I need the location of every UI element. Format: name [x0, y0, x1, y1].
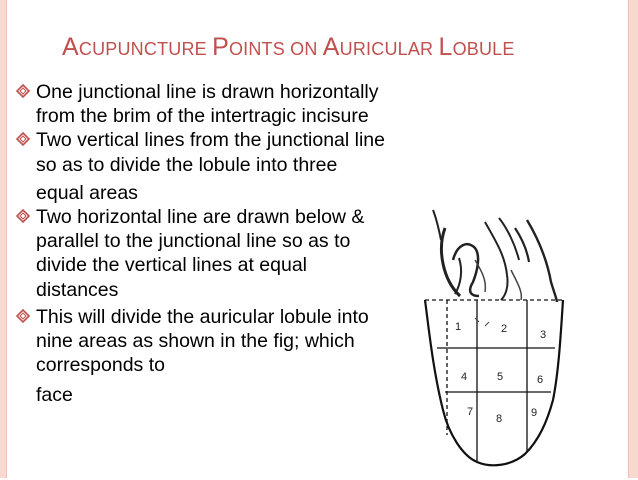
bullet-text-line: distances — [36, 278, 119, 301]
bullet-item — [16, 80, 426, 128]
title-word-acupuncture: CUPUNCTURE — [78, 39, 213, 59]
area-label-8: 8 — [496, 413, 503, 425]
bullet-list — [16, 80, 426, 408]
title-word-points-on: OINTS ON — [228, 39, 323, 59]
auricular-lobule-figure — [415, 200, 575, 475]
area-label-2: 2 — [501, 323, 508, 335]
bullet-text-line: equal areas — [36, 181, 138, 204]
hollow-diamond-bullet-icon — [16, 209, 30, 223]
title-initial-p: P — [212, 33, 229, 61]
bullet-item — [16, 305, 426, 408]
bullet-item — [16, 128, 426, 205]
bullet-text-line: divide the vertical lines at equal — [36, 254, 307, 277]
bullet-text-line: corresponds to — [36, 354, 165, 377]
area-label-1: 1 — [455, 321, 462, 333]
title-initial-a: A — [62, 33, 79, 61]
hollow-diamond-bullet-icon — [16, 132, 30, 146]
bullet-text-line: from the brim of the intertragic incisure — [36, 105, 369, 128]
area-label-7: 7 — [467, 406, 474, 418]
title-initial-a2: A — [322, 33, 340, 61]
right-border-line — [628, 0, 629, 478]
bullet-item — [16, 205, 426, 302]
bullet-text-line: so as to divide the lobule into three — [36, 153, 338, 176]
bullet-text-line: Two horizontal line are drawn below & — [36, 206, 365, 229]
ear-lobule-drawing — [415, 200, 575, 475]
bullet-text-line: Two vertical lines from the junctional line — [36, 129, 385, 152]
hollow-diamond-bullet-icon — [16, 309, 30, 323]
title-initial-l: L — [438, 33, 453, 61]
area-label-6: 6 — [537, 374, 544, 386]
area-label-3: 3 — [540, 329, 547, 341]
bullet-text-line: face — [36, 384, 73, 407]
area-label-5: 5 — [497, 371, 504, 383]
right-border-decoration — [629, 0, 638, 478]
bullet-text-line: parallel to the junctional line so as to — [36, 230, 351, 253]
title-word-auricular: URICULAR — [339, 39, 439, 59]
area-label-9: 9 — [531, 407, 538, 419]
bullet-text-line: One junctional line is drawn horizontally — [36, 81, 379, 103]
slide-title — [62, 33, 515, 62]
area-label-4: 4 — [461, 371, 468, 383]
title-word-lobule: OBULE — [452, 39, 515, 59]
bullet-text-line: This will divide the auricular lobule into — [36, 305, 369, 328]
hollow-diamond-bullet-icon — [16, 84, 30, 98]
bullet-text-line: nine areas as shown in the fig; which — [36, 330, 355, 353]
left-border-line — [6, 0, 7, 478]
